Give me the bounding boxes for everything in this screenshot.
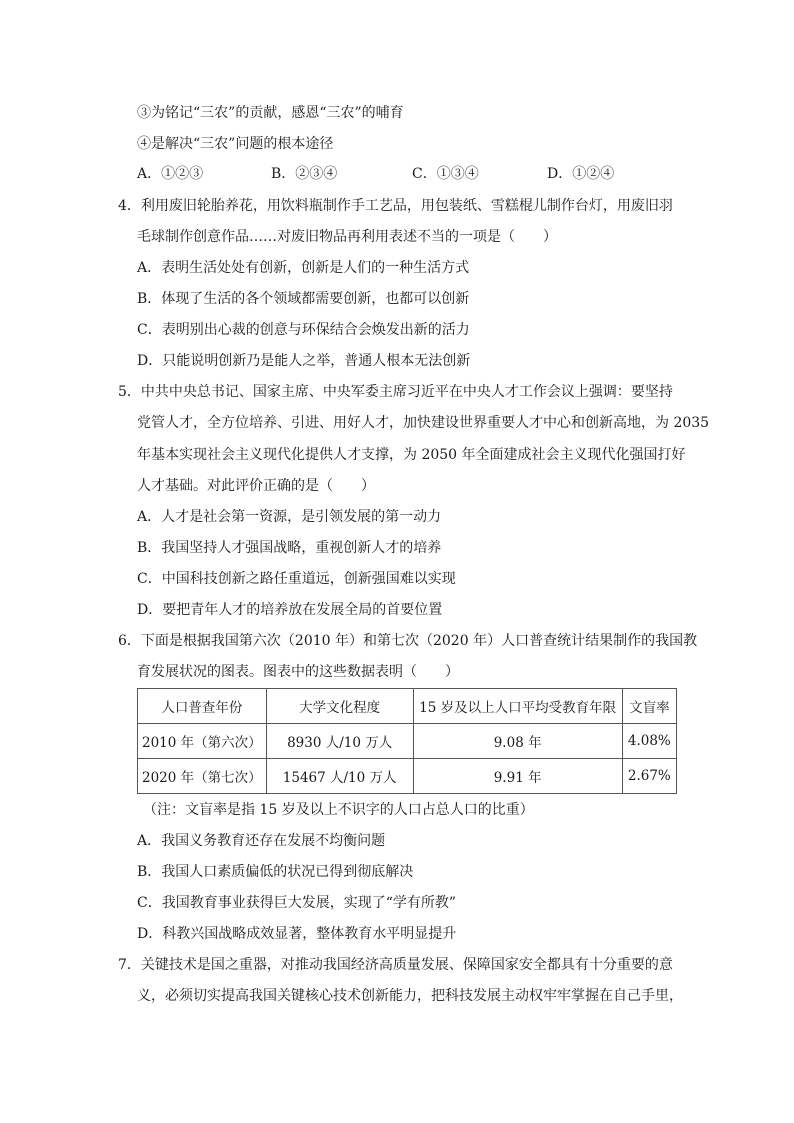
- q3-option-b: B．②③④: [271, 166, 338, 182]
- q6-option-d: D．科教兴国战略成效显著，整体教育水平明显提升: [137, 926, 457, 942]
- q4-option-b: B．体现了生活的各个领域都需要创新，也都可以创新: [137, 291, 470, 307]
- q4-option-d: D．只能说明创新乃是能人之举，普通人根本无法创新: [137, 353, 471, 369]
- q5-option-d: D．要把青年人才的培养放在发展全局的首要位置: [137, 602, 443, 618]
- q3-options: [137, 164, 657, 184]
- table-cell: 2.67%: [622, 759, 676, 794]
- q3-item-3: ③为铭记“三农”的贡献，感恩“三农”的哺育: [137, 105, 404, 121]
- education-data-table: [137, 688, 677, 794]
- q3-item-4: ④是解决“三农”问题的根本途径: [137, 136, 334, 152]
- q4-option-a: A．表明生活处处有创新，创新是人们的一种生活方式: [137, 260, 470, 276]
- q6-table-note: （注：文盲率是指 15 岁及以上不识字的人口占总人口的比重）: [143, 802, 534, 818]
- q3-option-a: A．①②③: [137, 166, 204, 182]
- q6-option-c: C．我国教育事业获得巨大发展，实现了“学有所教”: [137, 895, 457, 911]
- q5-option-c: C．中国科技创新之路任重道远，创新强国难以实现: [137, 571, 456, 587]
- table-cell: 2010 年（第六次）: [138, 724, 267, 759]
- q3-option-c: C．①③④: [412, 166, 479, 182]
- table-header-cell: 15 岁及以上人口平均受教育年限: [413, 689, 622, 724]
- q5-stem-line-2: 党管人才，全方位培养、引进、用好人才，加快建设世界重要人才中心和创新高地，为 2035: [137, 415, 710, 431]
- table-header-cell: 文盲率: [622, 689, 676, 724]
- table-cell: 9.91 年: [413, 759, 622, 794]
- q5-stem-line-1: 5．中共中央总书记、国家主席、中央军委主席习近平在中央人才工作会议上强调：要坚持: [118, 384, 673, 400]
- q4-stem-line-1: 4．利用废旧轮胎养花，用饮料瓶制作手工艺品，用包装纸、雪糕棍儿制作台灯，用废旧羽: [118, 198, 673, 214]
- q6-stem-line-2: 育发展状况的图表。图表中的这些数据表明（ ）: [137, 664, 459, 680]
- q7-stem-line-1: 7．关键技术是国之重器，对推动我国经济高质量发展、保障国家安全都具有十分重要的意: [118, 957, 673, 973]
- q3-option-d: D．①②④: [547, 166, 615, 182]
- table-header-cell: 人口普查年份: [138, 689, 267, 724]
- q4-option-c: C．表明别出心裁的创意与环保结合会焕发出新的活力: [137, 322, 470, 338]
- q6-option-b: B．我国人口素质偏低的状况已得到彻底解决: [137, 864, 414, 880]
- q7-stem-line-2: 义，必须切实提高我国关键核心技术创新能力，把科技发展主动权牢牢掌握在自己手里，: [137, 988, 683, 1004]
- table-cell: 4.08%: [622, 724, 676, 759]
- table-row: [138, 724, 677, 759]
- q5-stem-line-4: 人才基础。对此评价正确的是（ ）: [137, 478, 375, 494]
- table-row: [138, 759, 677, 794]
- table-cell: 15467 人/10 万人: [266, 759, 413, 794]
- table-header-row: [138, 689, 677, 724]
- table-cell: 2020 年（第七次）: [138, 759, 267, 794]
- q5-option-b: B．我国坚持人才强国战略，重视创新人才的培养: [137, 540, 442, 556]
- q6-stem-line-1: 6．下面是根据我国第六次（2010 年）和第七次（2020 年）人口普查统计结果制作的我国教: [118, 633, 698, 649]
- table-cell: 9.08 年: [413, 724, 622, 759]
- q5-stem-line-3: 年基本实现社会主义现代化提供人才支撑，为 2050 年全面建成社会主义现代化强国打好: [137, 447, 686, 463]
- table-header-cell: 大学文化程度: [266, 689, 413, 724]
- table-cell: 8930 人/10 万人: [266, 724, 413, 759]
- q4-stem-line-2: 毛球制作创意作品……对废旧物品再利用表述不当的一项是（ ）: [137, 229, 557, 245]
- q5-option-a: A．人才是社会第一资源，是引领发展的第一动力: [137, 509, 442, 525]
- q6-option-a: A．我国义务教育还存在发展不均衡问题: [137, 833, 386, 849]
